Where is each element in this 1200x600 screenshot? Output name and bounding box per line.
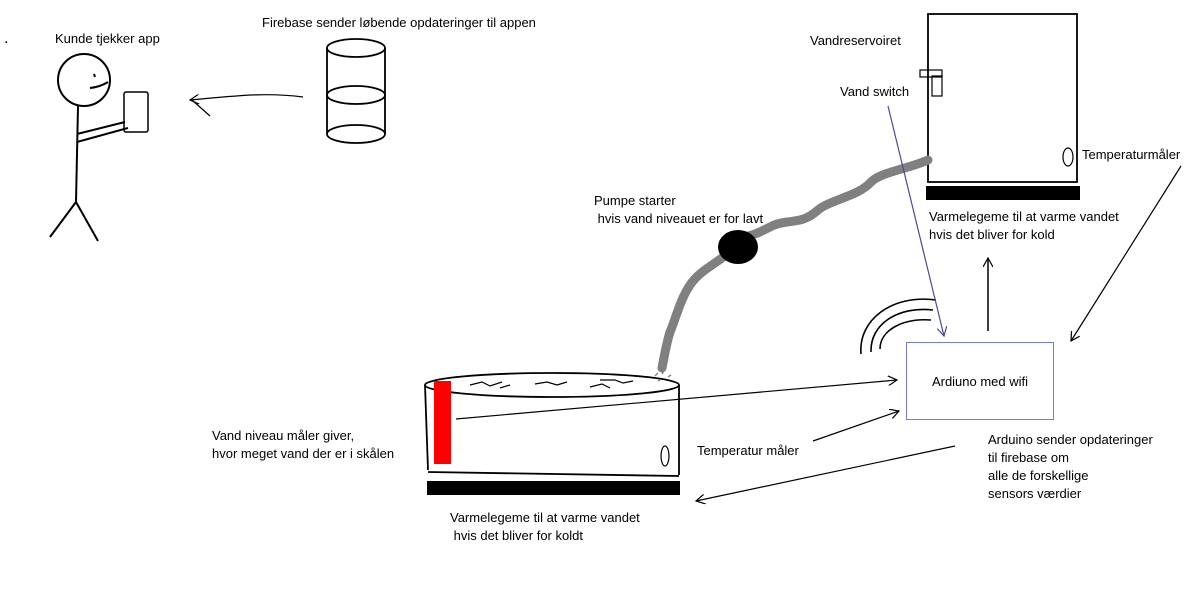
bowl-water-surface [470,380,633,388]
reservoir-thermometer-icon [1063,148,1073,166]
customer-figure [50,54,148,241]
water-level-label: Vand niveau måler giver, hvor meget vand der er i skålen [212,428,395,461]
firebase-label: Firebase sender løbende opdateringer til appen [262,15,536,30]
customer-label: Kunde tjekker app [55,31,160,46]
water-reservoir [920,14,1080,200]
bowl-thermometer-icon [661,446,669,466]
water-bowl [425,373,680,495]
heater-top-label: Varmelegeme til at varme vandet hvis det bliver for kold [929,209,1119,242]
reservoir-heater-plate [926,186,1080,200]
customer-arm-upper [77,122,125,134]
customer-leg-right [76,202,98,241]
wifi-icon [861,299,936,354]
heater-bowl-label: Varmelegeme til at varme vandet hvis det bliver for koldt [450,510,640,543]
bowl-heater-plate [427,481,680,495]
arrow-level-sensor-to-arduino [456,380,897,419]
database-icon [327,39,385,143]
reservoir-label: Vandreservoiret [810,33,901,48]
water-hose [662,160,928,368]
arduino-label: Ardiuno med wifi [931,373,1029,389]
reservoir-box [928,14,1077,182]
arrow-firebase-to-app-tick [192,100,210,116]
stray-dot: . [4,30,9,47]
phone-icon [124,92,148,132]
water-level-sensor [434,381,451,464]
bowl-rim [425,373,679,397]
customer-arm-lower [77,128,128,142]
pump-icon [718,230,758,264]
arduino-sends-label: Arduino sender opdateringer til firebase om alle de forskellige sensors værdier [988,432,1153,501]
arrow-firebase-to-app [190,95,303,100]
customer-head [58,54,110,106]
customer-body [76,106,78,202]
arrow-temp-top-to-arduino [1071,166,1181,341]
customer-leg-left [50,202,76,237]
vand-switch-label: Vand switch [840,84,910,99]
customer-smile [90,82,108,88]
pump-label: Pumpe starter hvis vand niveauet er for lavt [594,193,764,226]
water-switch-icon [932,76,942,96]
temperature-sensor-bowl-label: Temperatur måler [697,443,799,458]
temperature-sensor-top-label: Temperaturmåler [1082,147,1181,162]
customer-eye [94,74,95,77]
arrow-vand-switch-to-arduino [888,106,944,336]
arrow-temp-bowl-to-arduino [813,411,899,441]
arrow-arduino-to-heater-bowl [696,446,955,501]
